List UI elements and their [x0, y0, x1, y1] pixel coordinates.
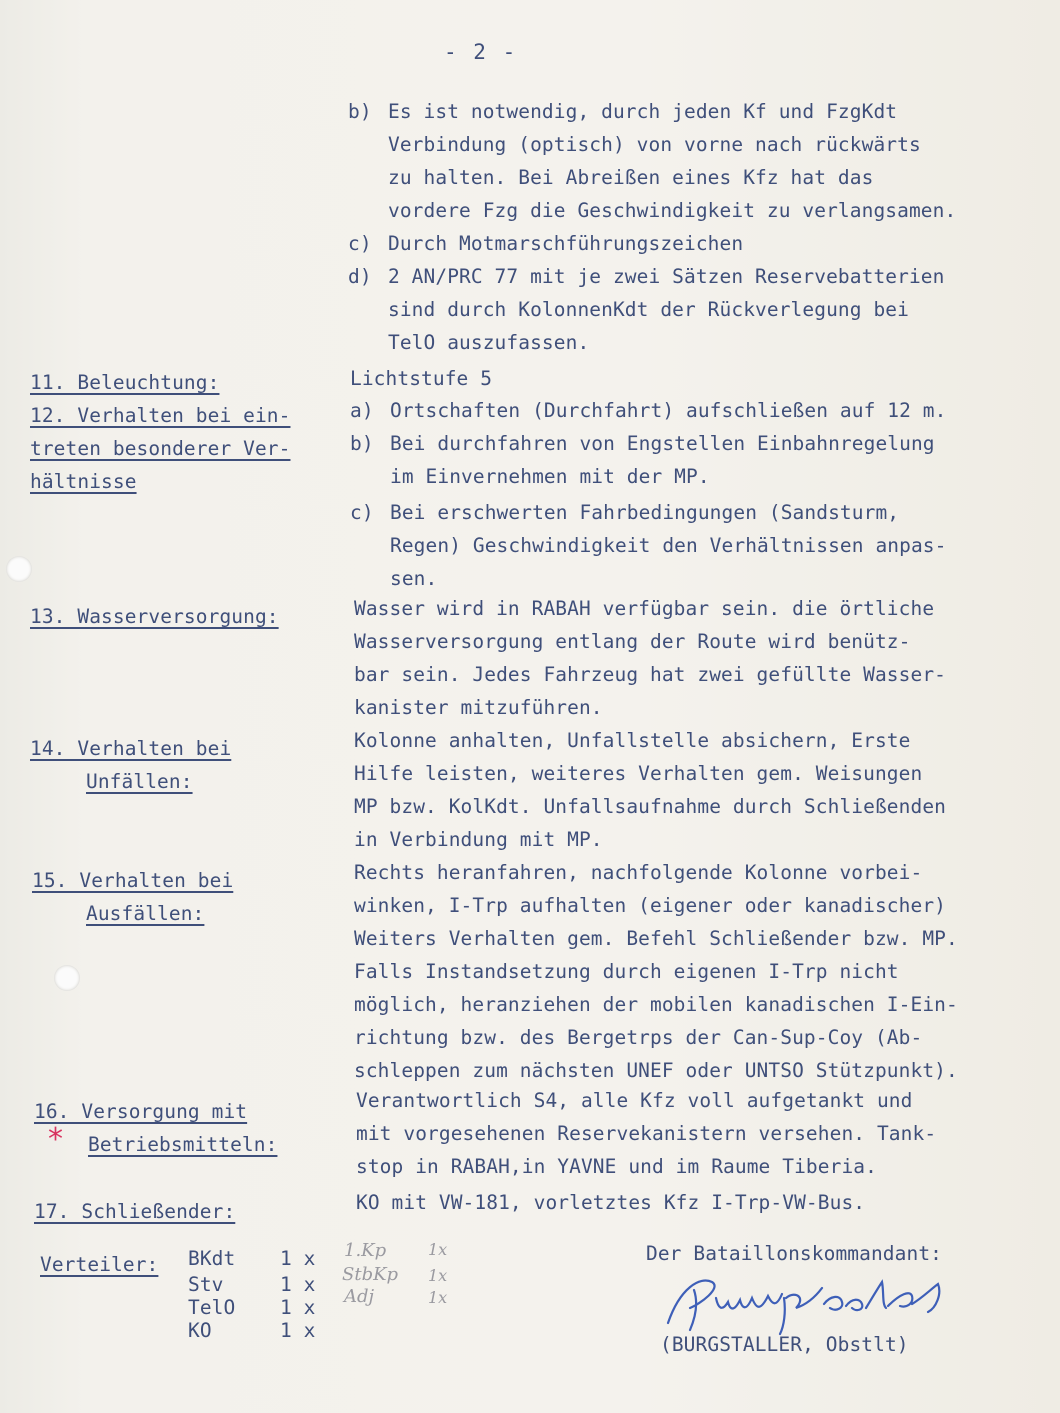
body-line: Verbindung (optisch) von vorne nach rückwärts	[388, 133, 921, 156]
body-line: TelO auszufassen.	[388, 331, 590, 354]
body-line: Verantwortlich S4, alle Kfz voll aufgetankt und	[356, 1089, 913, 1112]
item-marker: d)	[348, 265, 372, 288]
signature-title: Der Bataillonskommandant:	[646, 1242, 942, 1265]
distribution-label: Verteiler:	[40, 1253, 159, 1276]
body-line: 2 AN/PRC 77 mit je zwei Sätzen Reservebatterien	[388, 265, 945, 288]
section-heading-13: 13. Wasserversorgung:	[30, 605, 279, 628]
body-line: MP bzw. KolKdt. Unfallsaufnahme durch Schließenden	[354, 795, 946, 818]
section-heading-12: treten besonderer Ver-	[30, 437, 291, 460]
punch-hole	[6, 556, 32, 582]
section-heading-15: 15. Verhalten bei	[32, 869, 234, 892]
item-marker: a)	[350, 399, 374, 422]
distribution-count: 1 x	[280, 1273, 316, 1296]
distribution-recipient: TelO	[188, 1296, 236, 1319]
body-line: Es ist notwendig, durch jeden Kf und FzgKdt	[388, 100, 898, 123]
section-heading-14: 14. Verhalten bei	[30, 737, 232, 760]
section-heading-17: 17. Schließender:	[34, 1200, 236, 1223]
signatory-name: (BURGSTALLER, Obstlt)	[660, 1333, 909, 1356]
punch-hole	[54, 965, 80, 991]
body-line: Durch Motmarschführungszeichen	[388, 232, 744, 255]
item-marker: b)	[348, 100, 372, 123]
distribution-count: 1 x	[280, 1296, 316, 1319]
handwritten-recipient: Adj	[344, 1286, 375, 1307]
distribution-recipient: BKdt	[188, 1247, 236, 1270]
body-line: mit vorgesehenen Reservekanistern versehen. Tank-	[356, 1122, 937, 1145]
section-heading-11: 11. Beleuchtung:	[30, 371, 220, 394]
body-line: kanister mitzuführen.	[354, 696, 603, 719]
body-line: richtung bzw. des Bergetrps der Can-Sup-Coy (Ab-	[354, 1026, 923, 1049]
section-heading-14: Unfällen:	[86, 770, 193, 793]
signature-scribble	[660, 1268, 960, 1336]
handwritten-recipient: 1.Kp	[344, 1240, 387, 1261]
body-line: sind durch KolonnenKdt der Rückverlegung bei	[388, 298, 909, 321]
section-heading-12: hältnisse	[30, 470, 137, 493]
body-line: Bei durchfahren von Engstellen Einbahnregelung	[390, 432, 935, 455]
body-line: Ortschaften (Durchfahrt) aufschließen auf 12 m.	[390, 399, 947, 422]
handwritten-count: 1x	[428, 1288, 448, 1307]
body-line: möglich, heranziehen der mobilen kanadischen I-Ein-	[354, 993, 958, 1016]
body-line: Regen) Geschwindigkeit den Verhältnissen anpas-	[390, 534, 947, 557]
distribution-recipient: KO	[188, 1319, 212, 1342]
body-line: zu halten. Bei Abreißen eines Kfz hat das	[388, 166, 874, 189]
body-line: in Verbindung mit MP.	[354, 828, 603, 851]
handwritten-count: 1x	[428, 1240, 448, 1259]
section-heading-15: Ausfällen:	[86, 902, 205, 925]
body-line: Rechts heranfahren, nachfolgende Kolonne vorbei-	[354, 861, 923, 884]
body-line: schleppen zum nächsten UNEF oder UNTSO Stützpunkt).	[354, 1059, 958, 1082]
page-number: - 2 -	[444, 40, 518, 64]
body-line: Kolonne anhalten, Unfallstelle absichern, Erste	[354, 729, 911, 752]
body-line: vordere Fzg die Geschwindigkeit zu verlangsamen.	[388, 199, 957, 222]
body-line: bar sein. Jedes Fahrzeug hat zwei gefüllte Wasser-	[354, 663, 946, 686]
distribution-count: 1 x	[280, 1247, 316, 1270]
body-line: Wasserversorgung entlang der Route wird benütz-	[354, 630, 911, 653]
distribution-recipient: Stv	[188, 1273, 224, 1296]
body-line: Bei erschwerten Fahrbedingungen (Sandsturm,	[390, 501, 900, 524]
section-heading-16: 16. Versorgung mit	[34, 1100, 248, 1123]
item-marker: c)	[348, 232, 372, 255]
body-line: im Einvernehmen mit der MP.	[390, 465, 710, 488]
handwritten-count: 1x	[428, 1266, 448, 1285]
section-heading-16: Betriebsmitteln:	[88, 1133, 278, 1156]
body-line: winken, I-Trp aufhalten (eigener oder kanadischer)	[354, 894, 946, 917]
item-marker: c)	[350, 501, 374, 524]
body-line: Falls Instandsetzung durch eigenen I-Trp nicht	[354, 960, 899, 983]
body-line: Wasser wird in RABAH verfügbar sein. die örtliche	[354, 597, 935, 620]
section-heading-12: 12. Verhalten bei ein-	[30, 404, 291, 427]
item-marker: b)	[350, 432, 374, 455]
body-line: sen.	[390, 567, 438, 590]
asterisk-mark: *	[48, 1122, 63, 1157]
distribution-count: 1 x	[280, 1319, 316, 1342]
handwritten-recipient: StbKp	[342, 1264, 399, 1285]
section-body-17: KO mit VW-181, vorletztes Kfz I-Trp-VW-Bus.	[356, 1191, 866, 1214]
body-line: Weiters Verhalten gem. Befehl Schließender bzw. MP.	[354, 927, 958, 950]
body-line: Hilfe leisten, weiteres Verhalten gem. Weisungen	[354, 762, 923, 785]
section-body-11: Lichtstufe 5	[350, 367, 493, 390]
body-line: stop in RABAH,in YAVNE und im Raume Tiberia.	[356, 1155, 877, 1178]
